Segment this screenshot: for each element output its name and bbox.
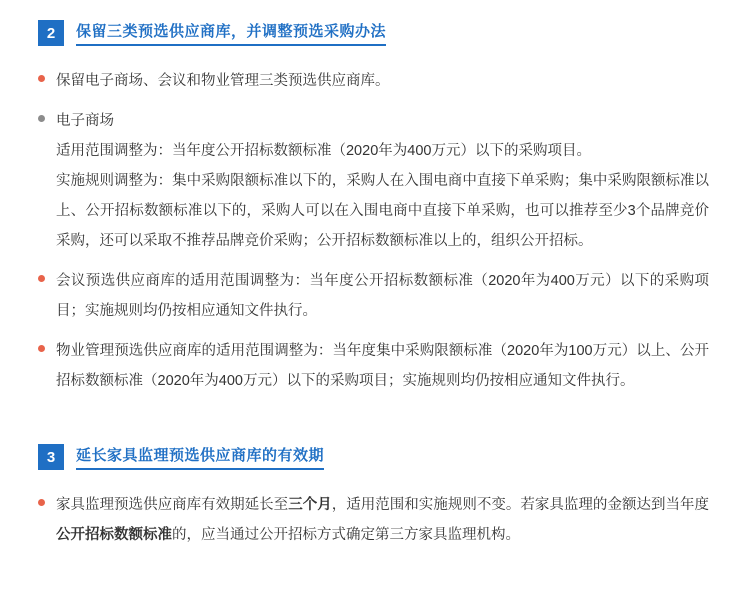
- bullet-dot-icon: [38, 345, 45, 352]
- list-item: [38, 66, 709, 96]
- sub-paragraph: 适用范围调整为：当年度公开招标数额标准（2020年为400万元）以下的采购项目。: [56, 143, 591, 159]
- section-title: 保留三类预选供应商库，并调整预选采购办法: [76, 23, 387, 40]
- sub-paragraph: 实施规则调整为：集中采购限额标准以下的，采购人在入围电商中直接下单采购；集中采购限额标准以上、公开招标数额标准以下的，采购人可以在入围电商中直接下单采购，也可以推荐至少3个品牌竞价采购，还可以采取不推荐品牌竞价采购；公开招标数额标准以上的，组织公开招标。: [56, 173, 709, 249]
- bullet-dot-icon: [38, 75, 45, 82]
- plain-text: 的，应当通过公开招标方式确定第三方家具监理机构。: [172, 527, 520, 543]
- emphasis-text: 公开招标数额标准: [56, 527, 172, 543]
- bullet-dot-icon: [38, 115, 45, 122]
- bullet-dot-icon: [38, 499, 45, 506]
- section-number-badge: 3: [38, 444, 64, 470]
- plain-text: ，适用范围和实施规则不变。若家具监理的金额达到当年度: [331, 497, 710, 513]
- spacer: [0, 472, 745, 490]
- list-item: [38, 266, 709, 326]
- spacer: [0, 96, 745, 106]
- section-title-underline: [76, 444, 324, 470]
- top-spacer: [0, 0, 745, 18]
- section-title-underline: [76, 20, 386, 46]
- section-gap: [0, 396, 745, 442]
- section-number-badge: 2: [38, 20, 64, 46]
- list-item-text: 物业管理预选供应商库的适用范围调整为：当年度集中采购限额标准（2020年为100万元）以上、公开招标数额标准（2020年为400万元）以下的采购项目；实施规则均仍按相应通知文件执行。: [56, 343, 709, 389]
- section-heading-2: [38, 18, 745, 48]
- spacer: [0, 326, 745, 336]
- bullet-dot-icon: [38, 275, 45, 282]
- list-item: [38, 336, 709, 396]
- list-item: [38, 490, 709, 550]
- list-item-rich-text: [56, 490, 709, 550]
- spacer: [0, 48, 745, 66]
- list-item: [38, 106, 709, 136]
- list-item-text: 电子商场: [56, 113, 114, 129]
- section-heading-3: [38, 442, 745, 472]
- list-item-text: 保留电子商场、会议和物业管理三类预选供应商库。: [56, 73, 390, 89]
- list-item-text: 会议预选供应商库的适用范围调整为：当年度公开招标数额标准（2020年为400万元）以下的采购项目；实施规则均仍按相应通知文件执行。: [56, 273, 709, 319]
- emphasis-text: 三个月: [288, 497, 332, 513]
- section-title: 延长家具监理预选供应商库的有效期: [76, 447, 325, 464]
- spacer: [0, 256, 745, 266]
- plain-text: 家具监理预选供应商库有效期延长至: [56, 497, 289, 513]
